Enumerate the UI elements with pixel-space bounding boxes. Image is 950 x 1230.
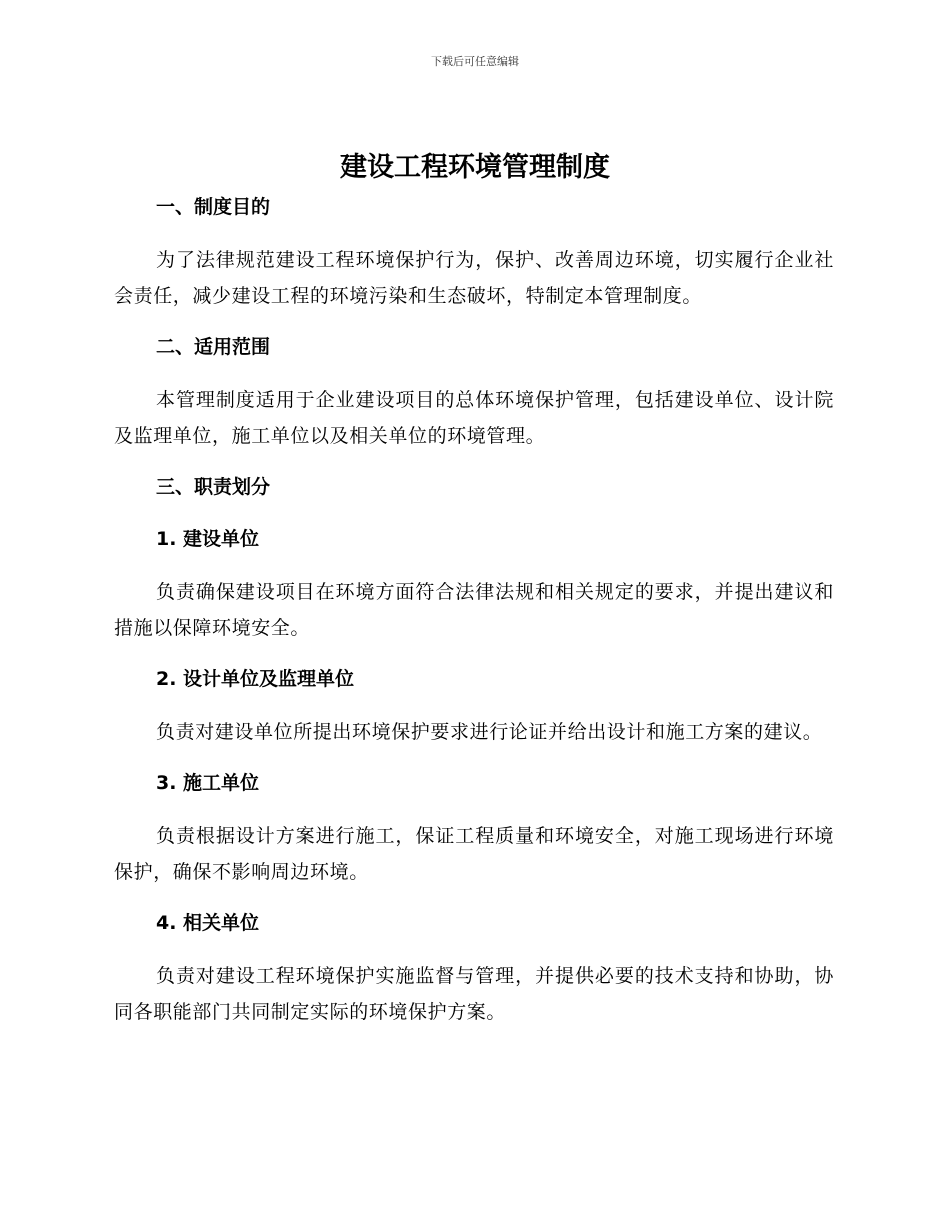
subsection-paragraph-related-units: 负责对建设工程环境保护实施监督与管理，并提供必要的技术支持和协助，协同各职能部门共同制定实际的环境保护方案。 [114, 965, 834, 1023]
subsection-heading-contractor: 3. 施工单位 [156, 772, 260, 794]
subsection-heading-design-supervision: 2. 设计单位及监理单位 [156, 668, 355, 690]
section-paragraph-scope: 本管理制度适用于企业建设项目的总体环境保护管理，包括建设单位、设计院及监理单位，施工单位以及相关单位的环境管理。 [114, 389, 834, 447]
subsection-heading-construction-unit: 1. 建设单位 [156, 528, 260, 550]
header-note: 下载后可任意编辑 [431, 55, 519, 68]
section-paragraph-purpose: 为了法律规范建设工程环境保护行为，保护、改善周边环境，切实履行企业社会责任，减少建设工程的环境污染和生态破坏，特制定本管理制度。 [114, 249, 834, 307]
subsection-heading-related-units: 4. 相关单位 [156, 912, 260, 934]
document-body [114, 190, 834, 1030]
section-heading-scope: 二、适用范围 [156, 336, 271, 358]
document-title: 建设工程环境管理制度 [340, 152, 610, 183]
subsection-paragraph-design-supervision: 负责对建设单位所提出环境保护要求进行论证并给出设计和施工方案的建议。 [156, 721, 823, 743]
section-heading-responsibilities: 三、职责划分 [156, 476, 271, 498]
section-heading-purpose: 一、制度目的 [156, 196, 271, 218]
subsection-paragraph-contractor: 负责根据设计方案进行施工，保证工程质量和环境安全，对施工现场进行环境保护，确保不影响周边环境。 [114, 825, 834, 883]
subsection-paragraph-construction-unit: 负责确保建设项目在环境方面符合法律法规和相关规定的要求，并提出建议和措施以保障环境安全。 [114, 581, 834, 639]
